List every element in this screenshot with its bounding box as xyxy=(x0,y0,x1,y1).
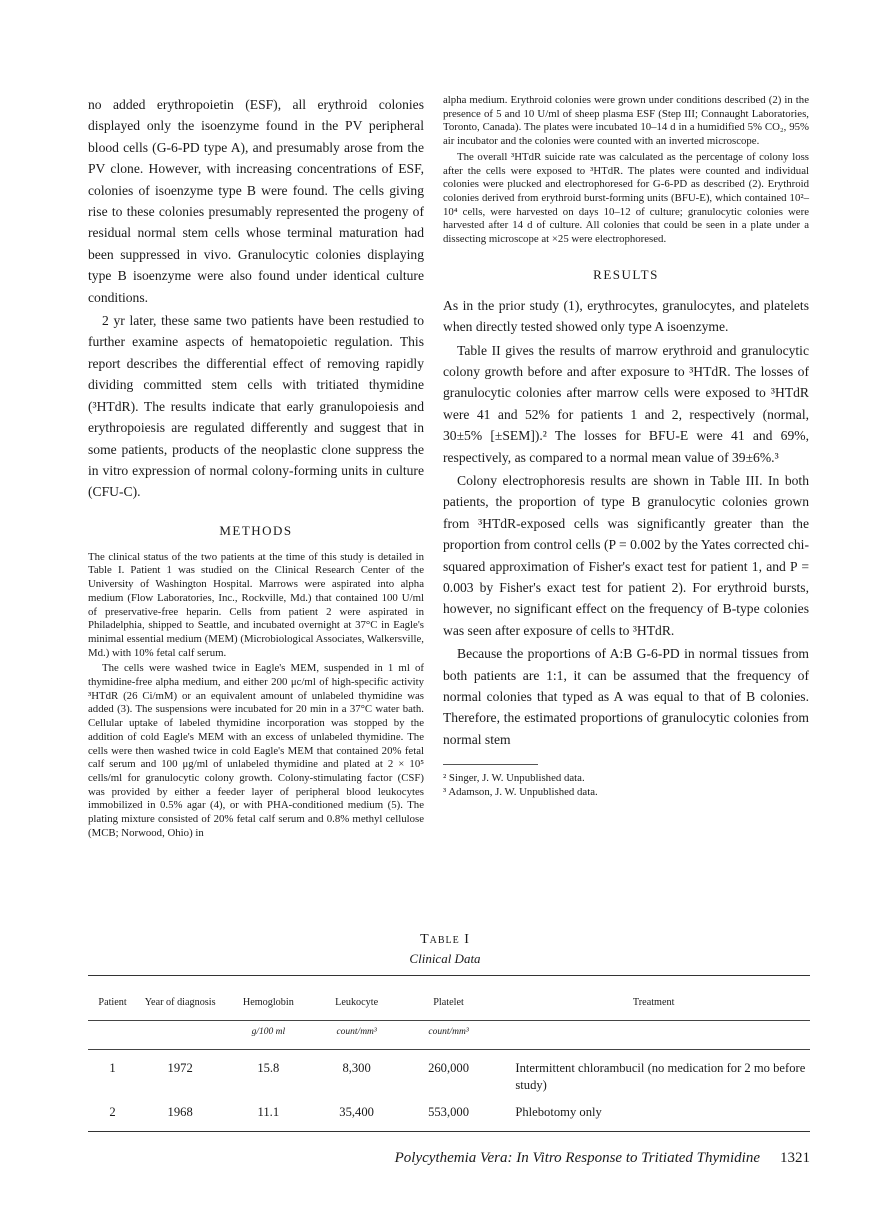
cell-treatment: Phlebotomy only xyxy=(515,1105,602,1119)
intro-paragraph-2: 2 yr later, these same two patients have been restudied to further examine aspects of hematopoietic regulation. This report describes the differential effect of removing rapidly dividing committed stem cells with tritiated thymidine (³HTdR). The results indicate that early granulopoiesis and erythropoiesis are regulated differently and suggest that in some patients, products of the neoplastic clone suppress the in vitro expression of normal colony-forming units in culture (CFU-C). xyxy=(88,313,424,500)
footnote-3: ³ Adamson, J. W. Unpublished data. xyxy=(443,786,598,799)
results-heading: RESULTS xyxy=(593,266,659,282)
table-subtitle: Clinical Data xyxy=(409,951,481,966)
cell-year: 1968 xyxy=(167,1105,193,1119)
unit-year xyxy=(137,1021,223,1050)
methods-paragraph-1: The clinical status of the two patients at the time of this study is detailed in Table I. Patient 1 was studied on the Clinical Research Center of the University of Washington Hospital. Marrows were aspirated into alpha medium (Flow Laboratories, Inc., Rockville, Md.) that contained 100 U/ml of preservative-free heparin. Cells from patient 2 were aspirated in Philadelphia, shipped to Seattle, and incubated overnight at 37°C in Eagle's minimal essential medium (MEM) (Microbiological Associates, Walkersville, Md.) with 10% fetal calf serum. xyxy=(88,550,424,659)
cell-leukocyte: 8,300 xyxy=(342,1061,371,1075)
header-treatment: Treatment xyxy=(632,996,675,1008)
footnotes xyxy=(443,764,598,799)
methods-heading: METHODS xyxy=(219,522,293,538)
header-leukocyte: Leukocyte xyxy=(335,996,379,1008)
unit-platelet: count/mm³ xyxy=(428,1027,469,1037)
table-units-row xyxy=(88,1021,810,1050)
results-paragraph-3: Colony electrophoresis results are shown in Table III. In both patients, the proportion of type B granulocytic colonies grown from ³HTdR-exposed cells was significantly greater than the proportion from control cells (P = 0.002 by the Yates corrected chi-squared approximation of Fisher's exact test for patient 1, and P = 0.003 by Fisher's exact test for patient 2). For erythroid bursts, however, no significant effect on the frequency of B-type colonies was seen after exposure of cells to ³HTdR. xyxy=(443,472,809,638)
cell-hemoglobin: 15.8 xyxy=(257,1061,280,1075)
footnote-2: ² Singer, J. W. Unpublished data. xyxy=(443,772,585,785)
unit-treatment xyxy=(497,1021,810,1050)
cell-year: 1972 xyxy=(167,1061,193,1075)
page-footer xyxy=(88,1150,810,1167)
cell-hemoglobin: 11.1 xyxy=(257,1105,280,1119)
cell-treatment: Intermittent chlorambucil (no medication for 2 mo before study) xyxy=(515,1061,806,1092)
header-hemoglobin: Hemoglobin xyxy=(242,996,294,1008)
results-paragraph-1: As in the prior study (1), erythrocytes, granulocytes, and platelets when directly tested showed only type A isoenzyme. xyxy=(443,297,809,335)
methods-paragraph-2: The cells were washed twice in Eagle's MEM, suspended in 1 ml of thymidine-free alpha medium, and either 200 μc/ml of high-specific activity ³HTdR (26 Ci/mM) or an equivalent amount of unlabeled thymidine was added (3). The suspensions were incubated for 20 min in a 37°C water bath. Cellular uptake of labeled thymidine incorporation was stopped by the addition of cold Eagle's MEM with an excess of unlabeled thymidine. The cells were then washed twice in cold Eagle's MEM that contained 20% fetal calf serum and 100 μg/ml of unlabeled thymidine and plated at 2 × 10⁵ cells/ml for granulocytic colony growth. Colony-stimulating factor (CSF) was provided by either a feeder layer of peripheral blood leukocytes immobilized in 0.5% agar (4), or with PHA-conditioned medium (5). The plating mixture consisted of 20% fetal calf serum and 0.8% methyl cellulose (MCB; Norwood, Ohio) in xyxy=(88,662,424,839)
unit-hemoglobin: g/100 ml xyxy=(251,1027,286,1037)
unit-patient xyxy=(88,1021,137,1050)
table-row xyxy=(88,1094,810,1132)
header-year: Year of diagnosis xyxy=(144,996,216,1008)
intro-paragraph-1: no added erythropoietin (ESF), all erythroid colonies displayed only the isoenzyme found in the PV peripheral blood cells (G-6-PD type A), and presumably arose from the PV clone. However, with increasing concentrations of ESF, colonies of isoenzyme type B were found. The cells giving rise to these colonies presumably represented the progeny of residual normal stem cells whose terminal maturation had been suppressed in vivo. Granulocytic colonies displaying type B isoenzyme were also found under identical culture conditions. xyxy=(88,97,424,305)
cell-patient: 1 xyxy=(109,1061,116,1075)
table-title: Table I xyxy=(420,932,470,947)
results-paragraph-4: Because the proportions of A:B G-6-PD in normal tissues from both patients are 1:1, it can be assumed that the frequency of normal colonies that typed as A was equal to that of B colonies. Therefore, the estimated proportions of granulocytic colonies from normal stem xyxy=(443,646,809,747)
cell-platelet: 553,000 xyxy=(428,1105,470,1119)
header-platelet: Platelet xyxy=(433,996,464,1008)
methods-continued-paragraph-1: alpha medium. Erythroid colonies were grown under conditions described (2) in the presence of 5 and 10 U/ml of sheep plasma ESF (Step III; Connaught Laboratories, Toronto, Canada). The plates were incubated 10–14 d in a humidified 5% CO₂, 95% air incubator and the colonies were counted with an inverted microscope. xyxy=(443,94,809,148)
running-title: Polycythemia Vera: In Vitro Response to Tritiated Thymidine xyxy=(394,1150,760,1166)
cell-patient: 2 xyxy=(109,1105,116,1119)
table-header-row xyxy=(88,976,810,1021)
right-column xyxy=(443,94,809,799)
results-paragraph-2: Table II gives the results of marrow erythroid and granulocytic colony growth before and after exposure to ³HTdR. The losses of granulocytic colonies after marrow cells were exposed to ³HTdR were 41 and 52% for patients 1 and 2, respectively (normal, 30±5% [±SEM]).² The losses for BFU-E were 41 and 69%, respectively, as compared to a normal mean value of 39±6%.³ xyxy=(443,342,809,465)
left-column xyxy=(88,94,424,840)
unit-leukocyte: count/mm³ xyxy=(336,1027,377,1037)
clinical-data-table xyxy=(88,975,810,1132)
cell-leukocyte: 35,400 xyxy=(339,1105,374,1119)
page-number: 1321 xyxy=(780,1150,810,1166)
table-row xyxy=(88,1050,810,1095)
header-patient: Patient xyxy=(98,996,127,1008)
methods-continued-paragraph-2: The overall ³HTdR suicide rate was calculated as the percentage of colony loss after the cells were exposed to ³HTdR. The plates were counted and individual colonies were plucked and electrophoresed for G-6-PD as described (2). Erythroid colonies derived from erythroid burst-forming units (BFU-E), which contained 10²–10⁴ cells, were harvested on days 10–12 of culture; granulocytic colonies were harvested after 14 d of culture. All colonies that could be seen in a plate under a dissecting microscope at ×25 were electrophoresed. xyxy=(443,150,809,246)
cell-platelet: 260,000 xyxy=(428,1061,470,1075)
